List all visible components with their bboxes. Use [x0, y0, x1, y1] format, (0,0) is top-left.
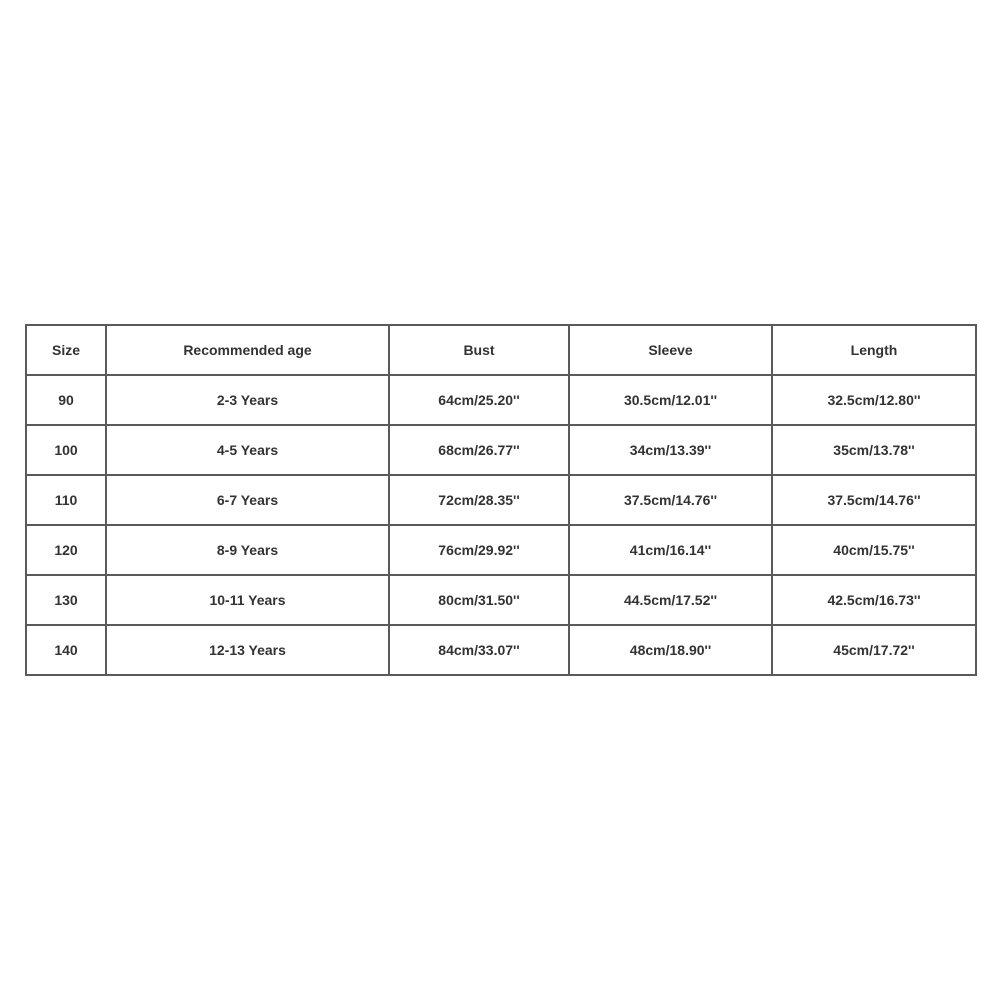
- cell-size: 110: [26, 475, 106, 525]
- cell-length: 45cm/17.72'': [772, 625, 976, 675]
- cell-age: 12-13 Years: [106, 625, 389, 675]
- header-row: [26, 325, 976, 375]
- table-row: [26, 575, 976, 625]
- cell-sleeve: 41cm/16.14'': [569, 525, 772, 575]
- table-row: [26, 375, 976, 425]
- table-header: [26, 325, 976, 375]
- cell-sleeve: 44.5cm/17.52'': [569, 575, 772, 625]
- cell-age: 8-9 Years: [106, 525, 389, 575]
- cell-age: 10-11 Years: [106, 575, 389, 625]
- header-size: Size: [26, 325, 106, 375]
- table-body: [26, 375, 976, 675]
- cell-sleeve: 48cm/18.90'': [569, 625, 772, 675]
- table-row: [26, 625, 976, 675]
- cell-age: 4-5 Years: [106, 425, 389, 475]
- table-row: [26, 525, 976, 575]
- cell-size: 90: [26, 375, 106, 425]
- cell-bust: 84cm/33.07'': [389, 625, 569, 675]
- cell-size: 140: [26, 625, 106, 675]
- header-sleeve: Sleeve: [569, 325, 772, 375]
- header-recommended-age: Recommended age: [106, 325, 389, 375]
- size-chart-table: [25, 324, 977, 676]
- cell-size: 100: [26, 425, 106, 475]
- cell-bust: 80cm/31.50'': [389, 575, 569, 625]
- cell-size: 120: [26, 525, 106, 575]
- cell-length: 32.5cm/12.80'': [772, 375, 976, 425]
- cell-length: 37.5cm/14.76'': [772, 475, 976, 525]
- cell-age: 6-7 Years: [106, 475, 389, 525]
- cell-length: 40cm/15.75'': [772, 525, 976, 575]
- cell-length: 35cm/13.78'': [772, 425, 976, 475]
- cell-sleeve: 34cm/13.39'': [569, 425, 772, 475]
- table-row: [26, 475, 976, 525]
- cell-bust: 76cm/29.92'': [389, 525, 569, 575]
- header-length: Length: [772, 325, 976, 375]
- cell-bust: 64cm/25.20'': [389, 375, 569, 425]
- cell-length: 42.5cm/16.73'': [772, 575, 976, 625]
- cell-age: 2-3 Years: [106, 375, 389, 425]
- cell-bust: 72cm/28.35'': [389, 475, 569, 525]
- cell-sleeve: 37.5cm/14.76'': [569, 475, 772, 525]
- cell-bust: 68cm/26.77'': [389, 425, 569, 475]
- table-row: [26, 425, 976, 475]
- cell-size: 130: [26, 575, 106, 625]
- header-bust: Bust: [389, 325, 569, 375]
- cell-sleeve: 30.5cm/12.01'': [569, 375, 772, 425]
